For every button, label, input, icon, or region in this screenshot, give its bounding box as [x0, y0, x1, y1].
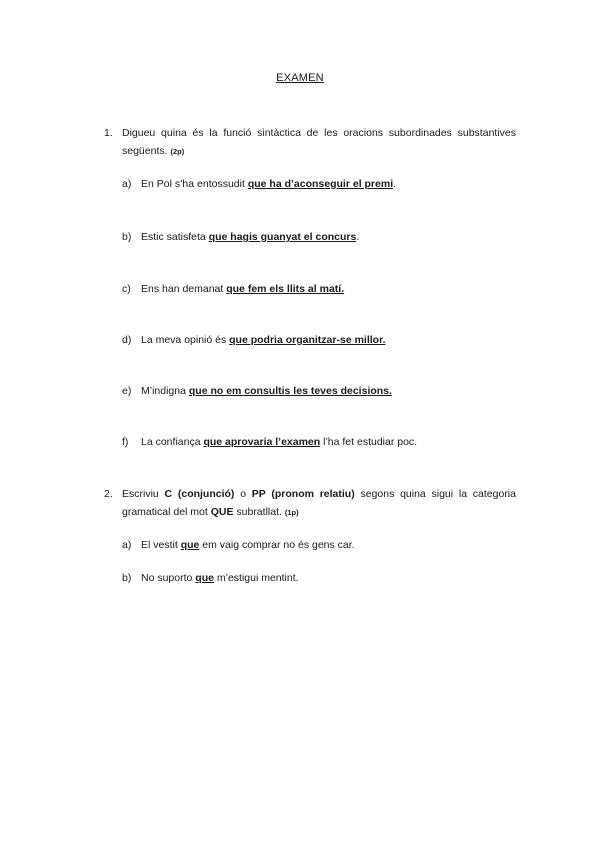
item-text-before: En Pol s’ha entossudit: [141, 178, 248, 190]
underlined-clause: que fem els llits al matí.: [226, 283, 345, 295]
q1-item-f: [122, 435, 417, 449]
q2-item-a: [122, 538, 355, 552]
q1-item-e: [122, 384, 392, 398]
item-letter: b): [122, 572, 132, 584]
question-prompt-part: segons quina sigui la categoria gramatical del mot: [122, 488, 516, 518]
underlined-clause: que aprovaria l’examen: [203, 436, 321, 448]
item-text-after: l’ha fet estudiar poc.: [320, 436, 418, 448]
question-number: 1.: [104, 127, 113, 139]
item-letter: a): [122, 178, 132, 190]
underlined-clause: que no em consultis les teves decisions.: [188, 385, 392, 397]
item-text-before: Estic satisfeta: [141, 231, 209, 243]
question-prompt-part: Escriviu: [122, 488, 165, 500]
keyword-que: QUE: [210, 506, 234, 518]
item-letter: a): [122, 539, 132, 551]
q1-item-b: [122, 230, 359, 244]
page-title: EXAMEN: [276, 72, 324, 84]
item-text-before: Ens han demanat: [141, 283, 227, 295]
question-number: 2.: [104, 488, 113, 500]
underlined-clause: que hagis guanyat el concurs: [208, 231, 357, 243]
question-points: (1p): [284, 508, 299, 517]
item-letter: e): [122, 385, 132, 397]
underlined-clause: que podria organitzar-se millor.: [229, 334, 386, 346]
item-text-before: No suporto: [141, 572, 196, 584]
item-text-before: M’indigna: [141, 385, 189, 397]
item-letter: b): [122, 231, 132, 243]
question-2: [104, 485, 516, 522]
question-points: (2p): [170, 147, 185, 156]
item-text-after: m’estigui mentint.: [213, 572, 299, 584]
underlined-clause: que ha d’aconseguir el premi: [247, 178, 394, 190]
underlined-word: que: [180, 539, 200, 551]
q1-item-c: [122, 282, 344, 296]
category-relative-pronoun: PP (pronom relatiu): [251, 488, 355, 500]
item-text-before: El vestit: [141, 539, 181, 551]
item-letter: d): [122, 334, 132, 346]
item-text-after: .: [356, 231, 360, 243]
item-letter: c): [122, 283, 131, 295]
item-text-after: em vaig comprar no és gens car.: [199, 539, 355, 551]
item-text-after: .: [393, 178, 397, 190]
q1-item-d: [122, 333, 386, 347]
question-prompt-part: o: [234, 488, 252, 500]
question-prompt-part: subratllat.: [233, 506, 282, 518]
underlined-word: que: [195, 572, 214, 584]
category-conjunction: C (conjunció): [164, 488, 235, 500]
question-text: [122, 485, 516, 522]
question-1: [104, 124, 516, 161]
item-letter: f): [122, 436, 129, 448]
item-text-before: La confiança: [141, 436, 204, 448]
item-text-before: La meva opinió és: [141, 334, 230, 346]
q1-item-a: [122, 177, 396, 191]
question-prompt: Digueu quina és la funció sintàctica de les oracions subordinades substantives següents.: [122, 127, 516, 157]
q2-item-b: [122, 571, 299, 585]
question-text: [122, 124, 516, 161]
